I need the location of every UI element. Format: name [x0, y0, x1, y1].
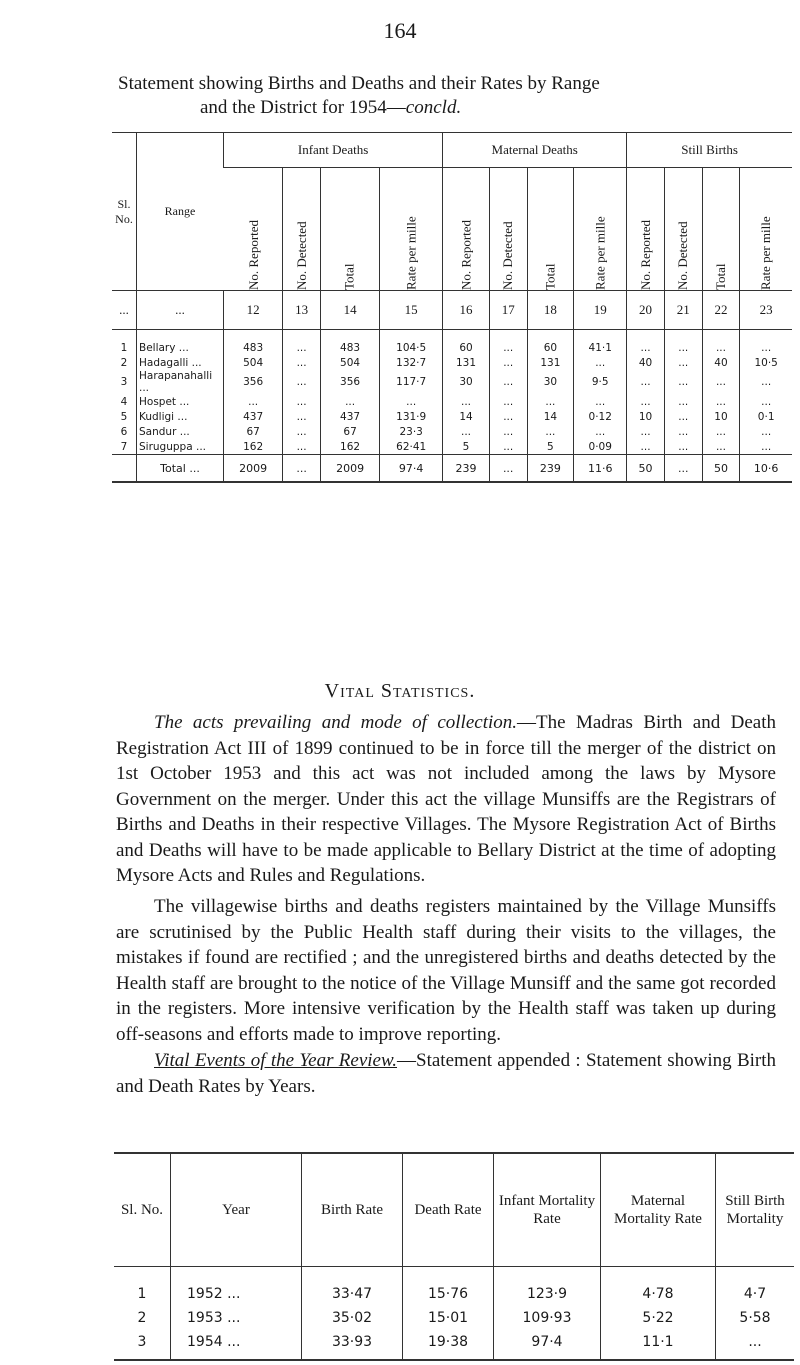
table-cell: ...: [702, 330, 740, 356]
infant-no-reported-header: No. Reported: [245, 219, 261, 290]
table-cell: 504: [224, 355, 283, 370]
table-cell: 1: [137, 1286, 147, 1302]
table-cell: 162: [224, 439, 283, 455]
table-cell: ...: [702, 439, 740, 455]
table-cell: ...: [627, 439, 665, 455]
table-cell: ...: [627, 424, 665, 439]
still-birth-mortality-header: Still Birth Mortality: [716, 1153, 795, 1267]
table-cell: 117·7: [380, 370, 443, 394]
statement-title: [118, 72, 758, 120]
still-births-group-header: Still Births: [627, 133, 792, 168]
sl-no-header: Sl. No.: [112, 133, 137, 291]
sl-no-header: Sl. No.: [114, 1153, 171, 1267]
table-cell: 162: [320, 439, 379, 455]
table-cell: 67: [224, 424, 283, 439]
column-number: 12: [224, 291, 283, 330]
table-cell: 3: [120, 376, 128, 388]
table-cell: ...: [283, 409, 321, 424]
table-cell: ...: [664, 355, 702, 370]
table-cell: 483: [320, 330, 379, 356]
table-cell: 5: [443, 439, 490, 455]
table-cell: 40: [627, 355, 665, 370]
table-cell: ...: [443, 394, 490, 409]
range-name-cell: Hadagalli ...: [137, 355, 224, 370]
column-number: ...: [112, 291, 137, 330]
column-number: 14: [320, 291, 379, 330]
table-cell: 2: [120, 356, 128, 369]
table-cell: 131·9: [380, 409, 443, 424]
table-cell: ...: [702, 394, 740, 409]
total-cell: 10·6: [740, 455, 792, 483]
total-cell: 2009: [224, 455, 283, 483]
table-cell: 0·12: [574, 409, 627, 424]
table-cell: 356: [320, 370, 379, 394]
column-number: 21: [664, 291, 702, 330]
table-cell: ...: [740, 439, 792, 455]
column-number: 13: [283, 291, 321, 330]
range-name-cell: Sandur ...: [137, 424, 224, 439]
table-row: [112, 330, 792, 356]
vital-statistics-heading: Vital Statistics.: [324, 680, 476, 702]
maternal-total-header: Total: [527, 168, 574, 291]
table-cell: 4·7: [716, 1267, 795, 1307]
table-cell: ...: [740, 370, 792, 394]
table-cell: 11·1: [601, 1330, 716, 1360]
table-cell: ...: [664, 409, 702, 424]
table-cell: 131: [443, 355, 490, 370]
column-number: 22: [702, 291, 740, 330]
birth-rate-header: Birth Rate: [302, 1153, 403, 1267]
table-cell: ...: [574, 424, 627, 439]
table-cell: 33·93: [302, 1330, 403, 1360]
table-row: [112, 424, 792, 439]
table-cell: ...: [664, 330, 702, 356]
maternal-deaths-group-header: Maternal Deaths: [443, 133, 627, 168]
table-cell: ...: [283, 330, 321, 356]
table-cell: ...: [489, 394, 527, 409]
table-cell: 4·78: [601, 1267, 716, 1307]
range-name-cell: Hospet ...: [137, 394, 224, 409]
table-cell: ...: [527, 424, 574, 439]
table-cell: 437: [224, 409, 283, 424]
table-cell: ...: [740, 330, 792, 356]
maternal-no-detected-header: No. Detected: [489, 168, 527, 291]
paragraph-acts-prevailing: The acts prevailing and mode of collection.—The Madras Birth and Death Registration Act III of 1899 continued to be in force till the merger of the district on 1st October 1953 and this act was not included among the laws by Mysore Government on the merger. Under this act the village Munsiffs are the Registrars of Births and Deaths in their respective Villages. The Mysore Registration Act of Births and Deaths will have to be made applicable to Bellary District at the time of adopting Mysore Acts and Rules and Regulations.: [116, 712, 776, 886]
paragraph-vital-events: Vital Events of the Year Review.—Statement appended : Statement showing Birth and Death Rates by Years.: [116, 1050, 777, 1097]
column-number: 16: [443, 291, 490, 330]
column-number: 15: [380, 291, 443, 330]
table-cell: 60: [443, 330, 490, 356]
table-row: [112, 394, 792, 409]
table-cell: 33·47: [302, 1267, 403, 1307]
table-cell: ...: [627, 394, 665, 409]
infant-deaths-group-header: Infant Deaths: [224, 133, 443, 168]
still-no-detected-header: No. Detected: [664, 168, 702, 291]
table-cell: 67: [320, 424, 379, 439]
total-cell: ...: [664, 455, 702, 483]
death-rate-header: Death Rate: [403, 1153, 494, 1267]
table-cell: 5·58: [716, 1306, 795, 1330]
still-no-reported-header: No. Reported: [627, 168, 665, 291]
table-cell: 0·1: [740, 409, 792, 424]
table-cell: ...: [627, 370, 665, 394]
table-cell: ...: [489, 439, 527, 455]
year-cell: 1952 ...: [171, 1267, 302, 1307]
column-number: ...: [137, 291, 224, 330]
table-cell: 30: [527, 370, 574, 394]
total-label-cell: Total ...: [137, 455, 224, 483]
column-number: 23: [740, 291, 792, 330]
table-cell: ...: [527, 394, 574, 409]
table-cell: 3: [114, 1330, 171, 1360]
table-cell: 356: [224, 370, 283, 394]
infant-rate-header: Rate per mille: [380, 168, 443, 291]
year-header: Year: [171, 1153, 302, 1267]
table-cell: ...: [224, 394, 283, 409]
maternal-no-reported-header: No. Reported: [443, 168, 490, 291]
table-cell: 437: [320, 409, 379, 424]
column-number-row: [112, 291, 792, 330]
column-number: 18: [527, 291, 574, 330]
table-cell: ...: [489, 355, 527, 370]
range-statistics-table: [112, 132, 792, 483]
table-cell: ...: [664, 439, 702, 455]
year-cell: 1954 ...: [171, 1330, 302, 1360]
total-cell: ...: [489, 455, 527, 483]
range-name-cell: Kudligi ...: [137, 409, 224, 424]
table-cell: ...: [380, 394, 443, 409]
table-row: [112, 355, 792, 370]
table-cell: 40: [702, 355, 740, 370]
table-cell: 132·7: [380, 355, 443, 370]
table-row: [112, 370, 792, 394]
table-cell: ...: [489, 424, 527, 439]
still-total-header: Total: [702, 168, 740, 291]
page-number: 164: [383, 18, 417, 43]
rates-by-year-table: [114, 1152, 794, 1361]
table-cell: 5: [120, 410, 128, 423]
table-cell: 60: [527, 330, 574, 356]
maternal-rate-header: Rate per mille: [574, 168, 627, 291]
table-cell: ...: [283, 394, 321, 409]
maternal-mortality-header: Maternal Mortality Rate: [601, 1153, 716, 1267]
table-cell: 23·3: [380, 424, 443, 439]
total-cell: 239: [443, 455, 490, 483]
still-rate-header: Rate per mille: [740, 168, 792, 291]
table-cell: ...: [574, 394, 627, 409]
table-cell: 6: [120, 425, 128, 438]
table-cell: ...: [443, 424, 490, 439]
total-cell: 239: [527, 455, 574, 483]
table-cell: 5: [527, 439, 574, 455]
table-cell: 109·93: [494, 1306, 601, 1330]
table-cell: 4: [120, 395, 128, 408]
table-cell: ...: [664, 394, 702, 409]
table-cell: 19·38: [403, 1330, 494, 1360]
table-cell: ...: [740, 424, 792, 439]
column-number: 20: [627, 291, 665, 330]
table-cell: 14: [443, 409, 490, 424]
table-cell: ...: [283, 370, 321, 394]
table-cell: ...: [627, 330, 665, 356]
table-cell: ...: [489, 330, 527, 356]
title-line-2: and the District for 1954—concld.: [200, 97, 462, 118]
table-cell: ...: [320, 394, 379, 409]
range-name-cell: Harapanahalli ...: [137, 370, 224, 394]
table-cell: ...: [283, 424, 321, 439]
table-cell: 15·01: [403, 1306, 494, 1330]
table-row: [114, 1267, 794, 1307]
table-cell: 97·4: [494, 1330, 601, 1360]
infant-no-detected-header: No. Detected: [283, 168, 321, 291]
table-cell: 14: [527, 409, 574, 424]
table-cell: ...: [702, 424, 740, 439]
table-cell: 0·09: [574, 439, 627, 455]
total-cell: 97·4: [380, 455, 443, 483]
table-cell: 131: [527, 355, 574, 370]
range-name-cell: Bellary ...: [137, 330, 224, 356]
infant-mortality-header: Infant Mortality Rate: [494, 1153, 601, 1267]
total-cell: 50: [627, 455, 665, 483]
table-row: [114, 1330, 794, 1360]
range-header: Range: [137, 133, 224, 291]
table-row: [112, 439, 792, 455]
table-cell: 2: [137, 1310, 147, 1326]
table-cell: 5·22: [601, 1306, 716, 1330]
table-cell: 7: [120, 440, 128, 453]
table-cell: 41·1: [574, 330, 627, 356]
title-line-1: Statement showing Births and Deaths and their Rates by Range: [118, 73, 600, 94]
table-cell: 104·5: [380, 330, 443, 356]
table-cell: 10: [627, 409, 665, 424]
table-cell: ...: [283, 355, 321, 370]
total-cell: ...: [283, 455, 321, 483]
table-cell: 35·02: [302, 1306, 403, 1330]
table-row: [114, 1306, 794, 1330]
infant-total-header: Total: [320, 168, 379, 291]
column-number: 19: [574, 291, 627, 330]
table-cell: 62·41: [380, 439, 443, 455]
range-name-cell: Siruguppa ...: [137, 439, 224, 455]
table-cell: ...: [574, 355, 627, 370]
column-number: 17: [489, 291, 527, 330]
table-cell: 504: [320, 355, 379, 370]
table-cell: ...: [716, 1330, 795, 1360]
table-cell: ...: [702, 370, 740, 394]
table-cell: 10: [702, 409, 740, 424]
total-cell: 11·6: [574, 455, 627, 483]
year-cell: 1953 ...: [171, 1306, 302, 1330]
total-cell: 2009: [320, 455, 379, 483]
table-cell: 483: [224, 330, 283, 356]
total-cell: 50: [702, 455, 740, 483]
paragraph-registers: The villagewise births and deaths registers maintained by the Village Munsiffs are scrutinised by the Public Health staff during their visits to the villages, the mistakes if found are rectified ; and the unregistered births and deaths detected by the Health staff are brought to the notice of the Village Munsiff and the same got recorded in the registers. More intensive verification by the Health staff was taken up during off-seasons and efforts made to improve reporting.: [116, 896, 776, 1045]
table-cell: ...: [664, 370, 702, 394]
table-cell: ...: [489, 409, 527, 424]
table-cell: ...: [664, 424, 702, 439]
total-row: [112, 455, 792, 483]
table-cell: 1: [120, 341, 128, 354]
table-cell: ...: [740, 394, 792, 409]
table-cell: 30: [443, 370, 490, 394]
table-cell: 10·5: [740, 355, 792, 370]
table-cell: 9·5: [574, 370, 627, 394]
table-cell: ...: [283, 439, 321, 455]
table-cell: ...: [489, 370, 527, 394]
total-cell: [112, 455, 137, 483]
table-cell: 15·76: [403, 1267, 494, 1307]
table-cell: 123·9: [494, 1267, 601, 1307]
table-row: [112, 409, 792, 424]
